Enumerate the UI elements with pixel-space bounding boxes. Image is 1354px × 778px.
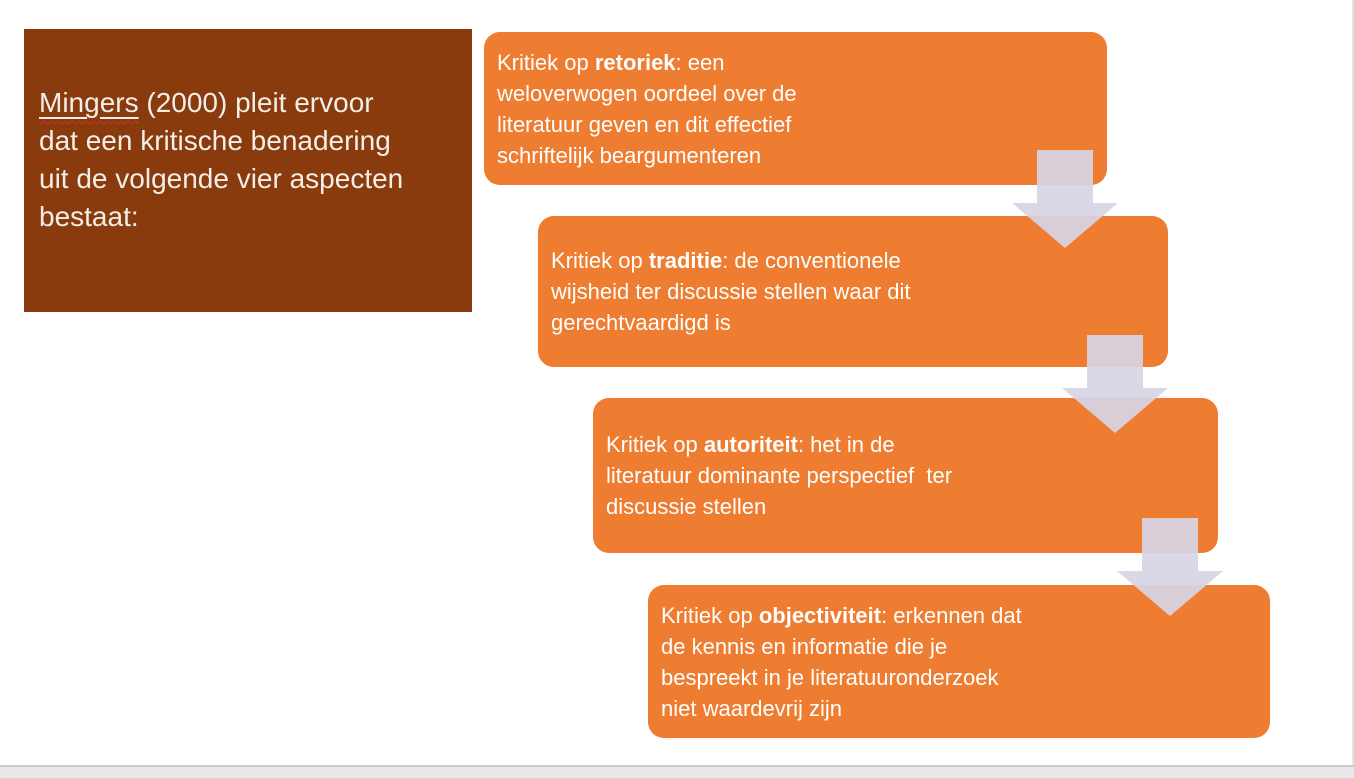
step-keyword: autoriteit: [703, 432, 798, 457]
step-line: literatuur geven en dit effectief: [497, 111, 792, 137]
step-line: bespreekt in je literatuuronderzoek: [661, 664, 999, 690]
intro-line-3: uit de volgende vier aspecten: [39, 163, 404, 194]
down-arrow-icon: [1062, 335, 1168, 433]
step-prefix: Kritiek op: [661, 602, 759, 628]
spellcheck-underline: [39, 87, 139, 118]
step-prefix: Kritiek op: [497, 49, 595, 75]
step-keyword: traditie: [648, 248, 723, 273]
step-line: discussie stellen: [606, 494, 767, 519]
step-line-rest: : het in de: [797, 432, 895, 457]
intro-line-4: bestaat:: [39, 201, 139, 232]
step-line-rest: : erkennen dat: [881, 602, 1022, 628]
intro-keyword: Mingers: [39, 87, 139, 118]
step-keyword: objectiviteit: [758, 602, 882, 628]
step-line-rest: : de conventionele: [722, 248, 901, 273]
step-line: literatuur dominante perspectief ter: [606, 463, 953, 488]
intro-text-box: [24, 29, 472, 312]
step-line-rest: : een: [675, 49, 725, 75]
step-line: weloverwogen oordeel over de: [497, 80, 797, 106]
window-bottom-bar: [0, 765, 1354, 778]
step-prefix: Kritiek op: [606, 432, 704, 457]
intro-line-1: [39, 84, 452, 122]
step-line: gerechtvaardigd is: [551, 310, 731, 335]
step-prefix: Kritiek op: [551, 248, 649, 273]
intro-line-1-rest: (2000) pleit ervoor: [138, 87, 374, 118]
step-line: [606, 429, 1218, 460]
step-line: [497, 47, 1107, 78]
step-line: [551, 245, 1168, 276]
intro-line-2: dat een kritische benadering: [39, 125, 391, 156]
step-line: niet waardevrij zijn: [661, 695, 842, 721]
step-keyword: retoriek: [594, 49, 676, 75]
step-line: wijsheid ter discussie stellen waar dit: [551, 279, 911, 304]
down-arrow-icon: [1117, 518, 1223, 616]
down-arrow-icon: [1012, 150, 1118, 248]
step-line: de kennis en informatie die je: [661, 633, 948, 659]
step-line: schriftelijk beargumenteren: [497, 142, 762, 168]
